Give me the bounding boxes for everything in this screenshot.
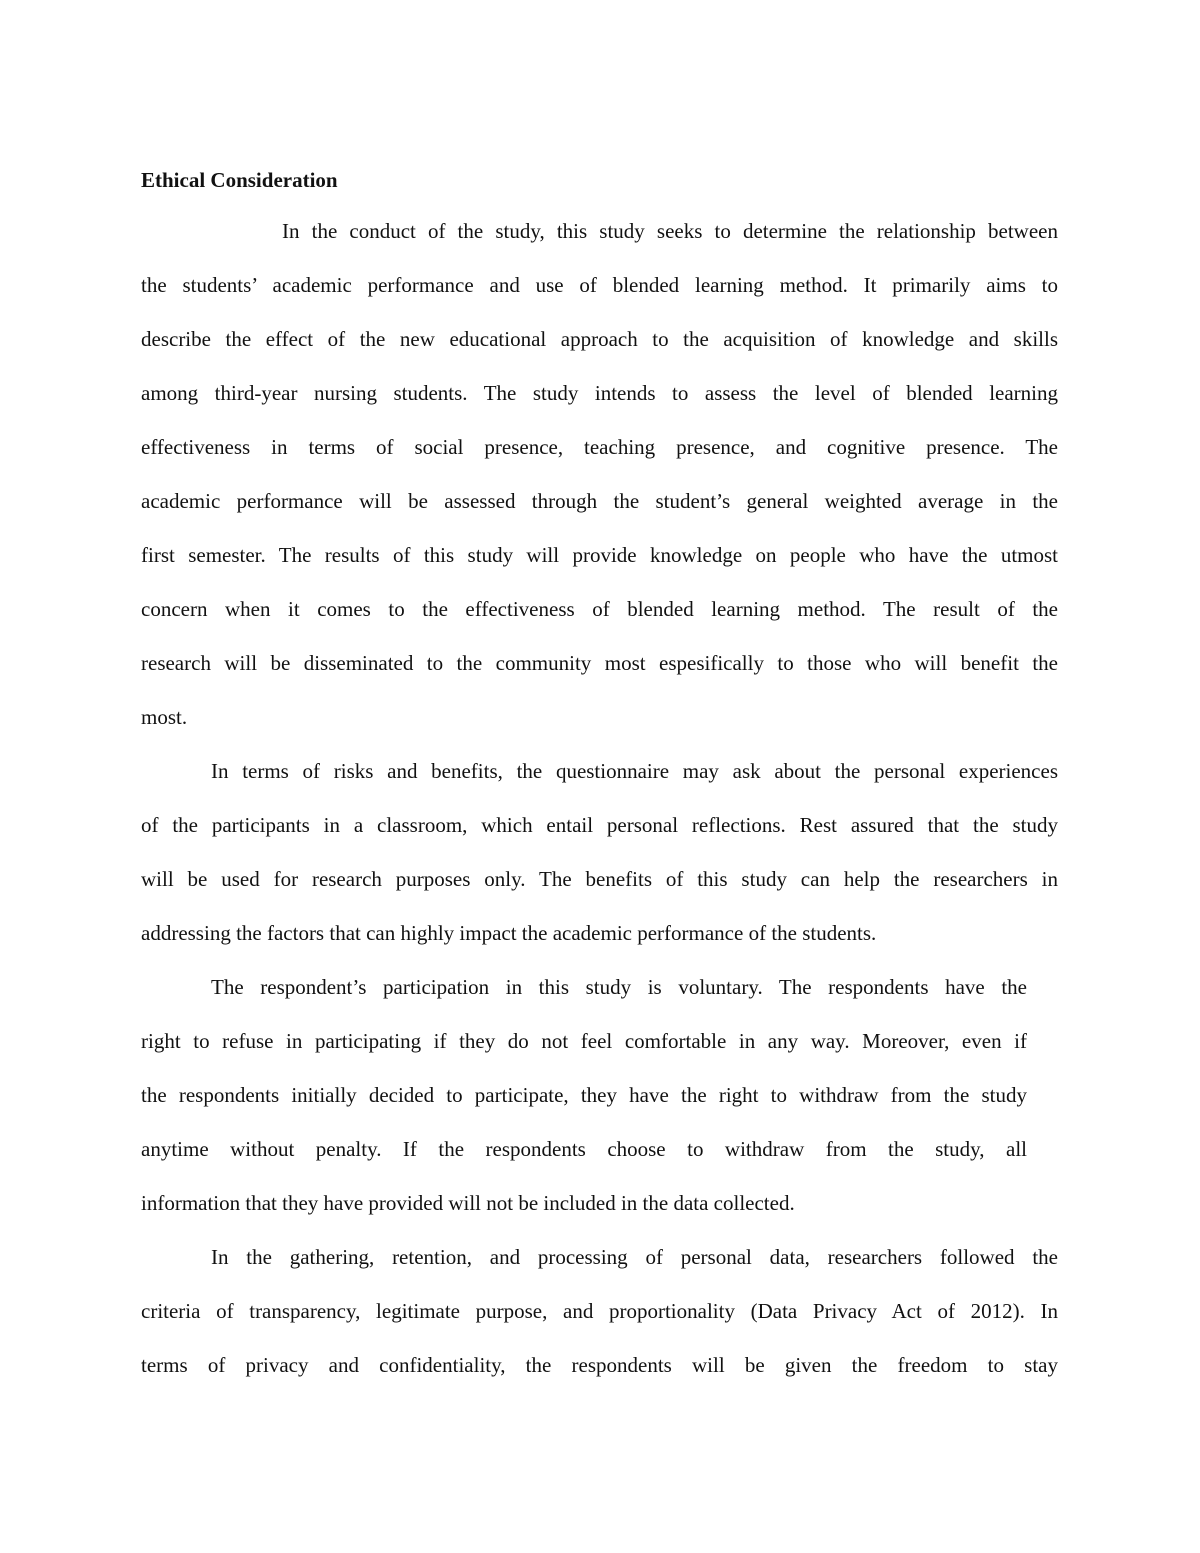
paragraph-1-line-7: first semester. The results of this study will provide knowledge on people who have the utmost (141, 543, 1058, 567)
paragraph-3-line-3: the respondents initially decided to participate, they have the right to withdraw from the study (141, 1083, 1027, 1107)
paragraph-3-line-4: anytime without penalty. If the respondents choose to withdraw from the study, all (141, 1137, 1027, 1161)
paragraph-2-line-4: addressing the factors that can highly impact the academic performance of the students. (141, 921, 877, 945)
paragraph-1-line-5: effectiveness in terms of social presence, teaching presence, and cognitive presence. The (141, 435, 1058, 459)
paragraph-3-line-5: information that they have provided will not be included in the data collected. (141, 1191, 795, 1215)
paragraph-2-line-2: of the participants in a classroom, which entail personal reflections. Rest assured that the study (141, 813, 1058, 837)
paragraph-1-line-6: academic performance will be assessed through the student’s general weighted average in the (141, 489, 1058, 513)
paragraph-1-line-3: describe the effect of the new educational approach to the acquisition of knowledge and skills (141, 327, 1058, 351)
paragraph-4-line-2: criteria of transparency, legitimate purpose, and proportionality (Data Privacy Act of 2012). In (141, 1299, 1058, 1323)
paragraph-1-line-9: research will be disseminated to the community most espesifically to those who will benefit the (141, 651, 1058, 675)
paragraph-1-line-1: In the conduct of the study, this study seeks to determine the relationship between (282, 219, 1058, 243)
section-heading: Ethical Consideration (141, 168, 338, 192)
paragraph-3-line-1: The respondent’s participation in this study is voluntary. The respondents have the (211, 975, 1027, 999)
paragraph-1-line-2: the students’ academic performance and use of blended learning method. It primarily aims to (141, 273, 1058, 297)
paragraph-1-line-10: most. (141, 705, 188, 729)
paragraph-3-line-2: right to refuse in participating if they do not feel comfortable in any way. Moreover, even if (141, 1029, 1027, 1053)
paragraph-1-line-4: among third-year nursing students. The study intends to assess the level of blended learning (141, 381, 1058, 405)
paragraph-4-line-1: In the gathering, retention, and processing of personal data, researchers followed the (211, 1245, 1058, 1269)
paragraph-4-line-3: terms of privacy and confidentiality, the respondents will be given the freedom to stay (141, 1353, 1058, 1377)
paragraph-1-line-8: concern when it comes to the effectiveness of blended learning method. The result of the (141, 597, 1058, 621)
paragraph-2-line-1: In terms of risks and benefits, the questionnaire may ask about the personal experiences (211, 759, 1058, 783)
paragraph-2-line-3: will be used for research purposes only. The benefits of this study can help the researchers in (141, 867, 1058, 891)
